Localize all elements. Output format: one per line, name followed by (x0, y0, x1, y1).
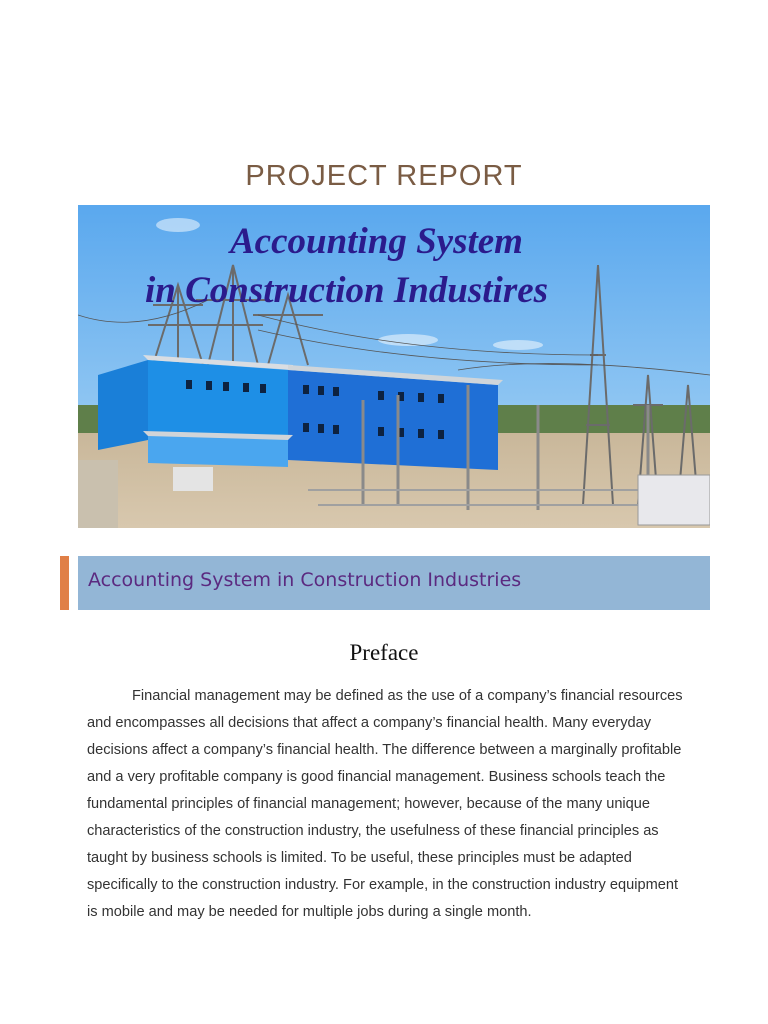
section-accent-bar (60, 556, 69, 610)
banner-title-line-2: in Construction Industires (145, 270, 549, 311)
section-heading: Accounting System in Construction Industries (88, 569, 522, 591)
preface-heading: Preface (349, 640, 419, 665)
preface-paragraph: Financial management may be defined as the use of a company’s financial resources and encompasses all decisions that affect a company’s financial health. Many everyday decisions affect a company’s financial health. The difference between a marginally profitable and a very profitable company is good financial management. Business schools teach the fundamental principles of financial management; however, because of the many unique characteristics of the construction industry, the usefulness of these financial principles as taught by business schools is limited. To be useful, these principles must be adapted specifically to the construction industry. For example, in the construction industry equipment is mobile and may be needed for multiple jobs during a single month. (87, 688, 683, 920)
banner-title-line-1: Accounting System (230, 221, 523, 262)
section-heading-bar (78, 556, 710, 610)
cover-banner (78, 205, 710, 528)
report-title: PROJECT REPORT (245, 160, 523, 192)
banner-title (78, 217, 710, 315)
